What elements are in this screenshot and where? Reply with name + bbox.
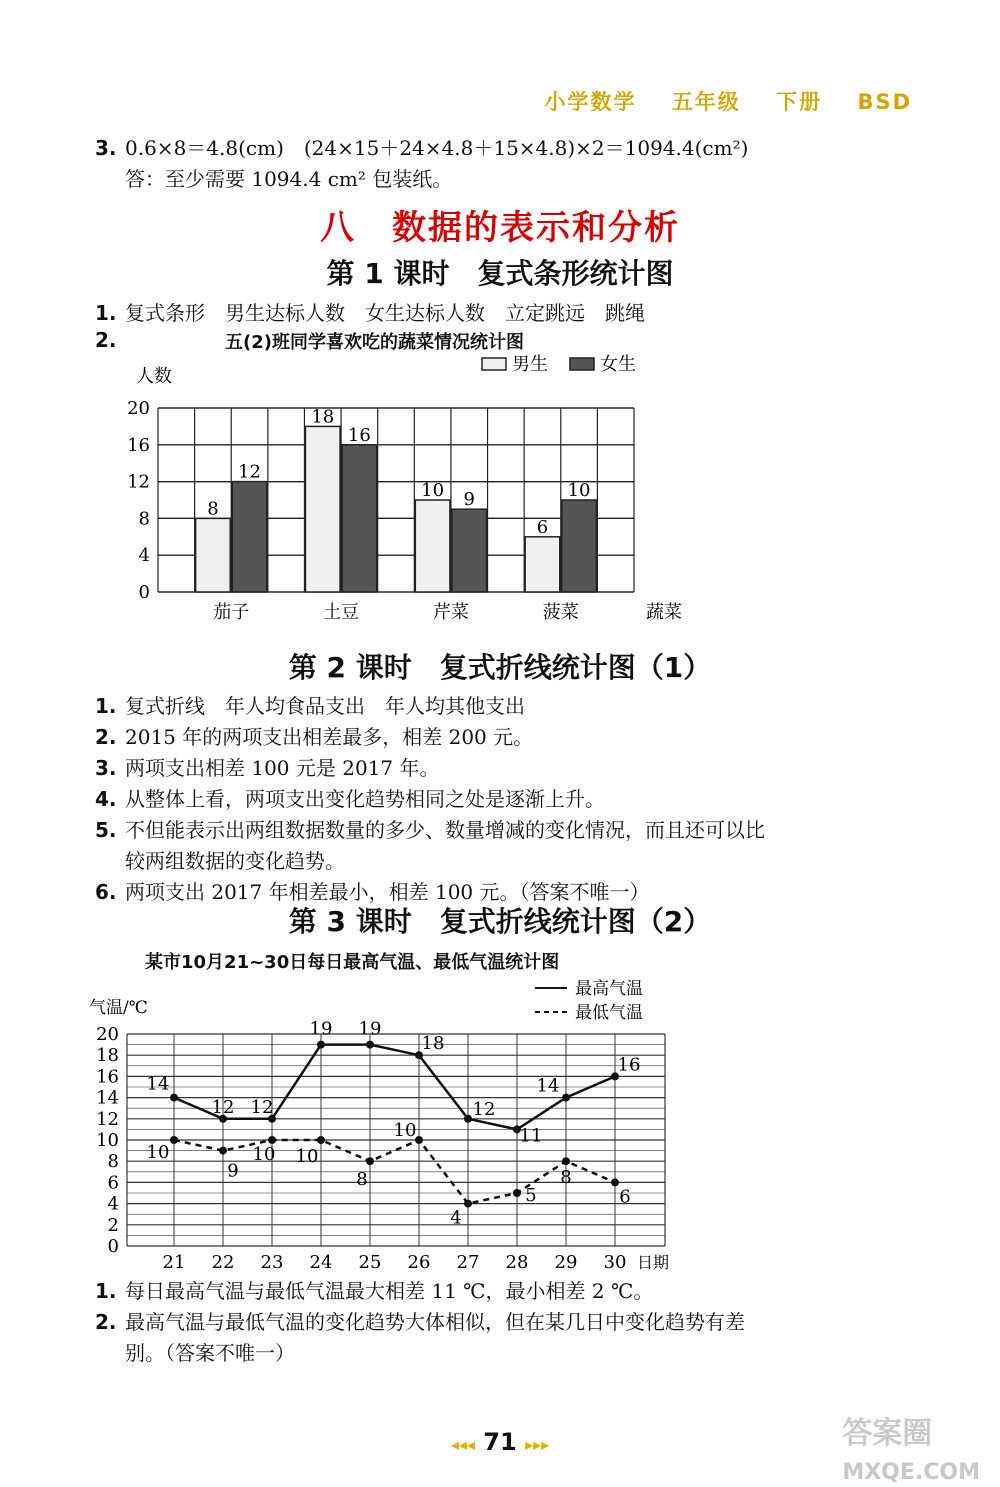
- answer-item: [95, 297, 645, 326]
- answer-text: 两项支出相差 100 元是 2017 年。: [125, 756, 440, 780]
- y-axis-label: 人数: [136, 366, 172, 387]
- data-point: [317, 1136, 325, 1144]
- answer-item: [95, 814, 765, 843]
- answer-text: 复式条形 男生达标人数 女生达标人数 立定跳远 跳绳: [125, 301, 645, 325]
- answer-text: 较两组数据的变化趋势。: [125, 849, 345, 873]
- data-value-label: 6: [619, 1186, 631, 1208]
- y-tick-label: 20: [96, 1024, 119, 1045]
- answer-number: 2.: [95, 725, 117, 749]
- y-tick-label: 20: [127, 398, 150, 419]
- q3-answer: 答：至少需要 1094.4 cm² 包装纸。: [125, 167, 453, 191]
- data-value-label: 8: [560, 1167, 572, 1189]
- y-tick-label: 2: [107, 1214, 119, 1236]
- data-value-label: 10: [146, 1142, 170, 1163]
- answer-text: 别。（答案不唯一）: [125, 1341, 295, 1365]
- q3-formula: 0.6×8＝4.8(cm) (24×15＋24×4.8＋15×4.8)×2＝1094.4(cm²): [125, 136, 749, 160]
- bar-girls: [342, 445, 377, 592]
- legend-swatch: [570, 358, 594, 370]
- data-point: [219, 1147, 227, 1155]
- data-value-label: 9: [227, 1160, 239, 1182]
- answer-text: 不但能表示出两组数据数量的多少、数量增减的变化情况，而且还可以比: [125, 818, 765, 842]
- header-volume: 下册: [776, 90, 823, 114]
- data-value-label: 12: [472, 1098, 496, 1120]
- answer-text: 每日最高气温与最低气温最大相差 11 ℃，最小相差 2 ℃。: [125, 1279, 654, 1303]
- x-tick-label: 23: [260, 1252, 284, 1273]
- x-tick-label: 29: [554, 1252, 578, 1273]
- y-tick-label: 6: [107, 1172, 119, 1194]
- y-tick-label: 18: [96, 1045, 119, 1067]
- bar-chart: [100, 348, 700, 628]
- bar-value-label: 10: [567, 480, 591, 501]
- x-tick-label: 芹菜: [432, 602, 469, 623]
- answer-number: 4.: [95, 787, 117, 811]
- x-tick-label: 22: [211, 1252, 235, 1273]
- data-value-label: 19: [309, 1018, 333, 1040]
- y-tick-label: 10: [96, 1130, 119, 1151]
- data-value-label: 18: [421, 1033, 445, 1055]
- x-tick-label: 茄子: [213, 602, 250, 623]
- bar-boys: [196, 518, 231, 592]
- right-arrows-icon: ▸▸▸: [525, 1435, 550, 1454]
- y-tick-label: 0: [138, 582, 150, 603]
- answer-text: 复式折线 年人均食品支出 年人均其他支出: [125, 694, 525, 718]
- header-subject: 小学数学: [544, 90, 637, 114]
- data-point: [562, 1094, 570, 1102]
- bar-value-label: 9: [463, 489, 475, 511]
- data-value-label: 11: [519, 1125, 543, 1147]
- answer-item: [95, 1275, 653, 1304]
- answer-number: 1.: [95, 694, 117, 718]
- lesson1-title: 第 1 课时 复式条形统计图: [326, 257, 674, 290]
- data-value-label: 19: [358, 1018, 382, 1040]
- data-point: [170, 1094, 178, 1102]
- answer-text: 2015 年的两项支出相差最多，相差 200 元。: [125, 725, 534, 749]
- y-tick-label: 4: [107, 1193, 119, 1215]
- answer-number: 1.: [95, 1279, 117, 1303]
- q3-line1: [95, 132, 748, 161]
- data-value-label: 12: [211, 1096, 235, 1118]
- data-point: [464, 1200, 472, 1208]
- legend-label: 最低气温: [575, 1003, 643, 1023]
- answer-item: [95, 690, 525, 719]
- answer-number: 1.: [95, 301, 117, 325]
- watermark-logo: 答案圈 MXQE.COM: [842, 1416, 980, 1485]
- legend-label: 男生: [512, 354, 548, 375]
- answer-number: 5.: [95, 818, 117, 842]
- y-tick-label: 12: [96, 1108, 119, 1130]
- data-point: [366, 1041, 374, 1049]
- x-tick-label: 30: [603, 1252, 627, 1273]
- data-point: [268, 1136, 276, 1144]
- answer-item: [95, 721, 533, 750]
- line-chart: [85, 975, 705, 1275]
- answer-item: [95, 1337, 295, 1366]
- bar-value-label: 8: [207, 498, 219, 520]
- bar-chart-title: 五(2)班同学喜欢吃的蔬菜情况统计图: [225, 332, 524, 353]
- answer-number: 2.: [95, 1310, 117, 1334]
- bar-girls: [562, 500, 597, 592]
- bar-boys: [525, 537, 560, 592]
- answer-number: 3.: [95, 756, 117, 780]
- answer-item: [95, 783, 605, 812]
- y-tick-label: 14: [96, 1087, 119, 1109]
- page-number: 71: [483, 1428, 517, 1456]
- data-value-label: 10: [393, 1120, 417, 1141]
- y-tick-label: 16: [96, 1066, 119, 1088]
- answer-text: 两项支出 2017 年相差最小，相差 100 元。（答案不唯一）: [125, 880, 650, 904]
- x-tick-label: 25: [358, 1252, 382, 1273]
- data-point: [611, 1178, 619, 1186]
- bar-value-label: 10: [421, 480, 445, 501]
- data-point: [170, 1136, 178, 1144]
- answer-number: 6.: [95, 880, 117, 904]
- q3-number: 3.: [95, 136, 117, 160]
- data-value-label: 12: [250, 1096, 274, 1118]
- line-chart-title: 某市10月21~30日每日最高气温、最低气温统计图: [145, 952, 560, 973]
- answer-item: [95, 1306, 745, 1335]
- bar-boys: [415, 500, 450, 592]
- y-axis-label: 气温/℃: [89, 998, 148, 1018]
- x-axis-label: 蔬菜: [646, 602, 682, 623]
- x-tick-label: 菠菜: [542, 602, 579, 623]
- x-tick-label: 21: [162, 1252, 186, 1273]
- bar-value-label: 12: [238, 461, 261, 483]
- bar-value-label: 6: [536, 516, 549, 538]
- header-edition: BSD: [857, 90, 912, 114]
- lesson2-title: 第 2 课时 复式折线统计图（1）: [288, 651, 712, 684]
- data-value-label: 10: [252, 1144, 276, 1165]
- data-value-label: 14: [536, 1075, 560, 1097]
- x-tick-label: 26: [407, 1252, 431, 1273]
- data-point: [513, 1189, 521, 1197]
- data-point: [366, 1157, 374, 1165]
- x-tick-label: 24: [309, 1252, 333, 1273]
- answer-text: 从整体上看，两项支出变化趋势相同之处是逐渐上升。: [125, 787, 605, 811]
- legend-label: 女生: [600, 354, 636, 375]
- bar-value-label: 18: [311, 406, 335, 428]
- answer-number: 2.: [95, 328, 117, 352]
- bar-boys: [305, 426, 340, 592]
- y-tick-label: 0: [107, 1236, 119, 1257]
- y-tick-label: 4: [138, 545, 150, 567]
- data-value-label: 8: [356, 1169, 368, 1191]
- y-tick-label: 8: [138, 508, 150, 530]
- data-value-label: 4: [450, 1207, 462, 1229]
- x-tick-label: 28: [505, 1252, 529, 1273]
- y-tick-label: 12: [127, 471, 150, 493]
- legend-label: 最高气温: [575, 979, 643, 999]
- bar-girls: [452, 509, 487, 592]
- y-tick-label: 16: [127, 434, 150, 456]
- data-value-label: 5: [525, 1185, 537, 1206]
- page-header: [519, 86, 913, 116]
- data-point: [562, 1157, 570, 1165]
- answer-item: [95, 845, 345, 874]
- data-point: [317, 1041, 325, 1049]
- left-arrows-icon: ◂◂◂: [450, 1435, 475, 1454]
- data-value-label: 10: [295, 1146, 319, 1167]
- data-value-label: 14: [146, 1073, 170, 1095]
- legend-swatch: [482, 358, 506, 370]
- lesson3-title: 第 3 课时 复式折线统计图（2）: [288, 905, 712, 938]
- header-grade: 五年级: [671, 90, 741, 114]
- y-tick-label: 8: [107, 1151, 119, 1173]
- bar-value-label: 16: [347, 424, 371, 446]
- x-tick-label: 27: [456, 1252, 480, 1273]
- answer-text: 最高气温与最低气温的变化趋势大体相似，但在某几日中变化趋势有差: [125, 1310, 745, 1334]
- chapter-title: 八 数据的表示和分析: [320, 208, 680, 248]
- answer-item: [95, 752, 440, 781]
- x-axis-label: 日期: [636, 1253, 670, 1272]
- x-tick-label: 土豆: [323, 602, 360, 623]
- bar-girls: [232, 482, 267, 592]
- data-value-label: 16: [617, 1054, 641, 1076]
- data-point: [464, 1115, 472, 1123]
